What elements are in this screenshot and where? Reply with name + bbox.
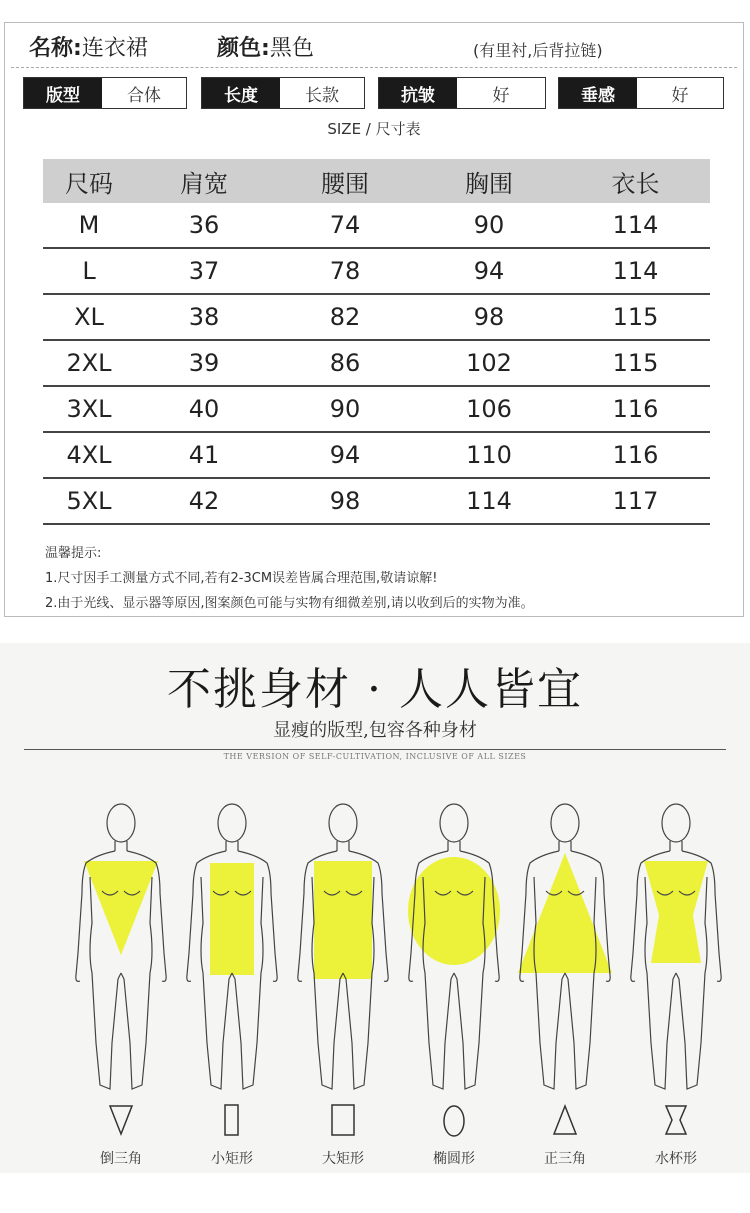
- table-cell: 90: [273, 386, 417, 432]
- name-label: 名称:: [29, 36, 82, 61]
- shape-label: 水杯形: [655, 1151, 697, 1167]
- table-row: [43, 432, 710, 478]
- table-cell: 39: [135, 340, 273, 386]
- shape-label: 大矩形: [322, 1151, 364, 1167]
- table-row: [43, 294, 710, 340]
- table-cell: 2XL: [43, 340, 135, 386]
- table-cell: 106: [417, 386, 561, 432]
- triangle-icon: [510, 1103, 620, 1137]
- tip-item: 2.由于光线、显示器等原因,图案颜色可能与实物有细微差别,请以收到后的实物为准。: [45, 596, 534, 611]
- header-cell: 胸围: [417, 159, 561, 203]
- attribute-value: 好: [457, 78, 545, 108]
- panel-title: 不挑身材 · 人人皆宜: [167, 664, 583, 715]
- table-cell: 74: [273, 203, 417, 248]
- table-cell: 114: [561, 203, 710, 248]
- attribute-length: [201, 77, 365, 109]
- product-header: [5, 23, 743, 68]
- table-cell: 98: [273, 478, 417, 524]
- attribute-key: 垂感: [559, 78, 637, 108]
- body-figure: [621, 803, 731, 1093]
- table-row: [43, 478, 710, 524]
- table-cell: XL: [43, 294, 135, 340]
- color-value: 黑色: [269, 36, 314, 61]
- table-cell: 115: [561, 340, 710, 386]
- table-cell: 115: [561, 294, 710, 340]
- product-name: [29, 31, 148, 62]
- tip-item: 1.尺寸因手工测量方式不同,若有2-3CM误差皆属合理范围,敬请谅解!: [45, 571, 438, 586]
- table-cell: 78: [273, 248, 417, 294]
- table-cell: 82: [273, 294, 417, 340]
- table-cell: 90: [417, 203, 561, 248]
- shape-label: 椭圆形: [433, 1151, 475, 1167]
- panel-english: [0, 744, 750, 763]
- body-figure: [66, 803, 176, 1093]
- table-cell: 116: [561, 432, 710, 478]
- shape-label: 小矩形: [211, 1151, 253, 1167]
- attribute-fit: [23, 77, 187, 109]
- table-cell: 114: [561, 248, 710, 294]
- small-rectangle-icon: [177, 1103, 287, 1137]
- table-row: [43, 340, 710, 386]
- table-cell: 94: [273, 432, 417, 478]
- table-cell: 110: [417, 432, 561, 478]
- ellipse-icon: [399, 1103, 509, 1139]
- panel-subtitle: 显瘦的版型,包容各种身材: [273, 720, 477, 741]
- table-row: [43, 248, 710, 294]
- header-cell: 衣长: [561, 159, 710, 203]
- header-cell: 腰围: [273, 159, 417, 203]
- product-note: (有里衬,后背拉链): [473, 41, 603, 60]
- body-figure: [288, 803, 398, 1093]
- table-cell: 40: [135, 386, 273, 432]
- body-figure: [510, 803, 620, 1093]
- hourglass-icon: [621, 1103, 731, 1137]
- color-label: 颜色:: [217, 36, 270, 61]
- attribute-value: 好: [637, 78, 723, 108]
- attribute-wrinkle: [378, 77, 546, 109]
- header-cell: 尺码: [43, 159, 135, 203]
- tips: [45, 541, 534, 616]
- attribute-row: [5, 77, 743, 111]
- table-cell: M: [43, 203, 135, 248]
- body-figure: [177, 803, 287, 1093]
- inverted-triangle-icon: [66, 1103, 176, 1137]
- header-cell: 肩宽: [135, 159, 273, 203]
- size-card: [4, 22, 744, 617]
- attribute-key: 抗皱: [379, 78, 457, 108]
- table-cell: 5XL: [43, 478, 135, 524]
- product-color: [217, 31, 314, 62]
- body-shape-panel: [0, 643, 750, 1173]
- table-cell: 98: [417, 294, 561, 340]
- table-cell: 117: [561, 478, 710, 524]
- attribute-key: 长度: [202, 78, 280, 108]
- table-cell: 102: [417, 340, 561, 386]
- table-cell: 4XL: [43, 432, 135, 478]
- attribute-value: 长款: [280, 78, 364, 108]
- attribute-value: 合体: [102, 78, 186, 108]
- divider: [11, 67, 737, 68]
- body-figure: [399, 803, 509, 1093]
- name-value: 连衣裙: [81, 36, 148, 61]
- size-table-title: SIZE / 尺寸表: [327, 120, 421, 138]
- table-cell: 116: [561, 386, 710, 432]
- large-rectangle-icon: [288, 1103, 398, 1137]
- english-caption: THE VERSION OF SELF-CULTIVATION, INCLUSIVE OF ALL SIZES: [220, 752, 531, 761]
- tips-title: 温馨提示:: [45, 546, 102, 561]
- attribute-drape: [558, 77, 724, 109]
- table-cell: 38: [135, 294, 273, 340]
- attribute-key: 版型: [24, 78, 102, 108]
- shape-label: 倒三角: [100, 1151, 142, 1167]
- table-cell: 3XL: [43, 386, 135, 432]
- table-cell: 86: [273, 340, 417, 386]
- size-table: [43, 159, 710, 525]
- table-cell: 36: [135, 203, 273, 248]
- size-table-header: [43, 159, 710, 203]
- table-cell: 94: [417, 248, 561, 294]
- table-cell: 114: [417, 478, 561, 524]
- table-cell: L: [43, 248, 135, 294]
- table-cell: 42: [135, 478, 273, 524]
- table-cell: 37: [135, 248, 273, 294]
- shape-label: 正三角: [544, 1151, 586, 1167]
- table-cell: 41: [135, 432, 273, 478]
- figure-row: [0, 803, 750, 1183]
- table-row: [43, 203, 710, 248]
- table-row: [43, 386, 710, 432]
